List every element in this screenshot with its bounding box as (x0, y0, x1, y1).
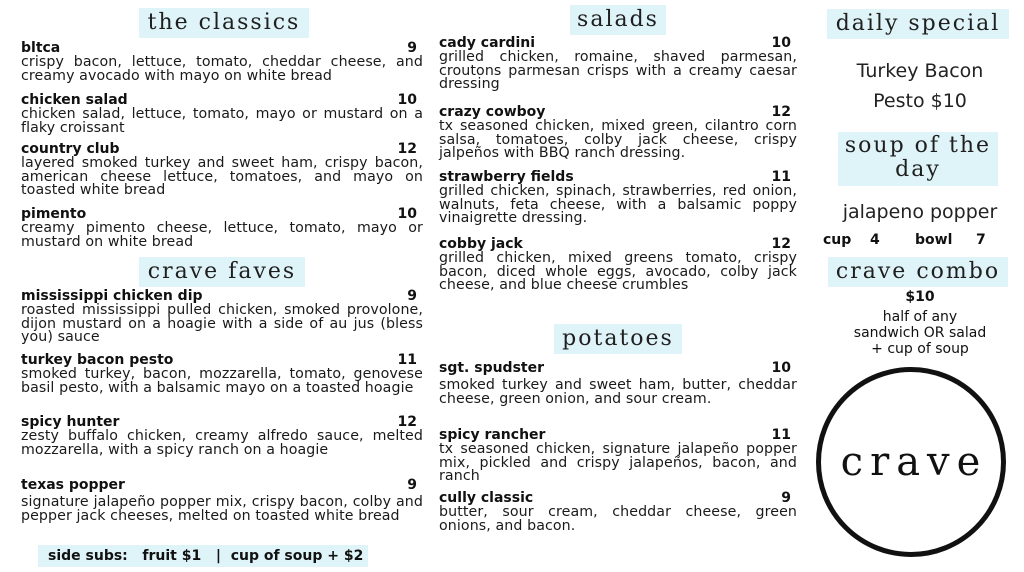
item-description: grilled chicken, spinach, strawberries, red onion, walnuts, feta cheese, with a balsamic poppy vinaigrette dressing. (439, 183, 797, 226)
item-description: chicken salad, lettuce, tomato, mayo or mustard on a flaky croissant (21, 106, 423, 136)
daily-special-heading: daily special (827, 9, 1009, 39)
item-name: turkey bacon pesto (21, 352, 174, 368)
item-description: smoked turkey and sweet ham, butter, cheddar cheese, green onion, and sour cream. (439, 377, 797, 407)
menu-item (439, 104, 797, 161)
bowl-label: bowl (915, 232, 953, 248)
cup-price: 4 (870, 232, 880, 248)
item-description: creamy pimento cheese, lettuce, tomato, mayo or mustard on white bread (21, 220, 423, 250)
menu-item (21, 92, 423, 135)
item-name: texas popper (21, 477, 125, 493)
soup-heading-line2: day (895, 157, 941, 182)
soup-heading-line1: soup of the (844, 133, 992, 158)
combo-price: $10 (905, 289, 935, 305)
item-name: sgt. spudster (439, 360, 545, 376)
item-description: butter, sour cream, cheddar cheese, green onions, and bacon. (439, 504, 797, 534)
classics-heading: the classics (139, 8, 309, 38)
item-price: 11 (397, 352, 417, 368)
menu-item (21, 414, 423, 457)
item-description: crispy bacon, lettuce, tomato, cheddar cheese, and creamy avocado with mayo on white bread (21, 54, 423, 84)
menu-item (439, 427, 797, 484)
item-name: bltca (21, 40, 61, 56)
item-name: crazy cowboy (439, 104, 546, 120)
menu-item (21, 141, 423, 198)
menu-item (21, 206, 423, 249)
item-price: 9 (407, 40, 417, 56)
combo-heading: crave combo (828, 257, 1008, 287)
menu-item (21, 288, 423, 345)
menu-item (439, 236, 797, 293)
item-name: country club (21, 141, 120, 157)
item-price: 12 (397, 141, 417, 157)
menu-item (439, 360, 797, 406)
daily-special-line2: Pesto $10 (873, 90, 967, 112)
item-name: strawberry fields (439, 169, 574, 185)
soup-heading (838, 132, 998, 186)
item-description: grilled chicken, mixed greens tomato, crispy bacon, diced whole eggs, avocado, colby jack cheese, and blue cheese crumbles (439, 250, 797, 293)
combo-line2: sandwich OR salad (853, 325, 987, 341)
bowl-price: 7 (976, 232, 986, 248)
combo-line3: + cup of soup (871, 341, 969, 357)
item-name: cully classic (439, 490, 534, 506)
menu-item (21, 477, 423, 523)
faves-heading: crave faves (139, 257, 305, 287)
item-description: grilled chicken, romaine, shaved parmesan, croutons parmesan crisps with a creamy caesar dressing (439, 49, 797, 92)
item-description: signature jalapeño popper mix, crispy bacon, colby and pepper jack cheeses, melted on toasted white bread (21, 494, 423, 524)
crave-logo (816, 367, 1006, 557)
item-name: cady cardini (439, 35, 536, 51)
item-price: 10 (771, 360, 791, 376)
logo-text: crave (840, 439, 988, 485)
cup-label: cup (823, 232, 852, 248)
item-price: 9 (781, 490, 791, 506)
menu-item (21, 40, 423, 83)
menu-item (439, 169, 797, 226)
item-price: 12 (397, 414, 417, 430)
potatoes-heading: potatoes (554, 324, 682, 354)
item-price: 10 (771, 35, 791, 51)
item-name: chicken salad (21, 92, 128, 108)
item-name: spicy hunter (21, 414, 120, 430)
item-price: 10 (397, 206, 417, 222)
menu-item (21, 352, 423, 395)
item-price: 9 (407, 477, 417, 493)
item-price: 9 (407, 288, 417, 304)
item-description: smoked turkey, bacon, mozzarella, tomato, genovese basil pesto, with a balsamic mayo on a toasted hoagie (21, 366, 423, 396)
item-price: 10 (397, 92, 417, 108)
combo-line1: half of any (882, 309, 958, 325)
menu-item (439, 490, 797, 533)
item-price: 12 (771, 236, 791, 252)
item-name: spicy rancher (439, 427, 546, 443)
item-description: roasted mississippi pulled chicken, smoked provolone, dijon mustard on a hoagie with a side of au jus (bless you) sauce (21, 302, 423, 345)
item-name: mississippi chicken dip (21, 288, 203, 304)
side-subs-banner: side subs: fruit $1 | cup of soup + $2 (38, 545, 368, 567)
item-price: 12 (771, 104, 791, 120)
salads-heading: salads (570, 5, 666, 35)
daily-special-line1: Turkey Bacon (856, 60, 984, 82)
item-price: 11 (771, 427, 791, 443)
item-name: pimento (21, 206, 87, 222)
menu-item (439, 35, 797, 92)
item-description: tx seasoned chicken, signature jalapeño popper mix, pickled and crispy jalapeños, bacon, and ranch (439, 441, 797, 484)
item-description: layered smoked turkey and sweet ham, crispy bacon, american cheese lettuce, tomatoes, and mayo on toasted white bread (21, 155, 423, 198)
item-price: 11 (771, 169, 791, 185)
soup-name: jalapeno popper (842, 201, 998, 223)
item-name: cobby jack (439, 236, 523, 252)
item-description: zesty buffalo chicken, creamy alfredo sauce, melted mozzarella, with a spicy ranch on a hoagie (21, 428, 423, 458)
item-description: tx seasoned chicken, mixed green, cilantro corn salsa, tomatoes, colby jack cheese, crispy jalpeños with BBQ ranch dressing. (439, 118, 797, 161)
